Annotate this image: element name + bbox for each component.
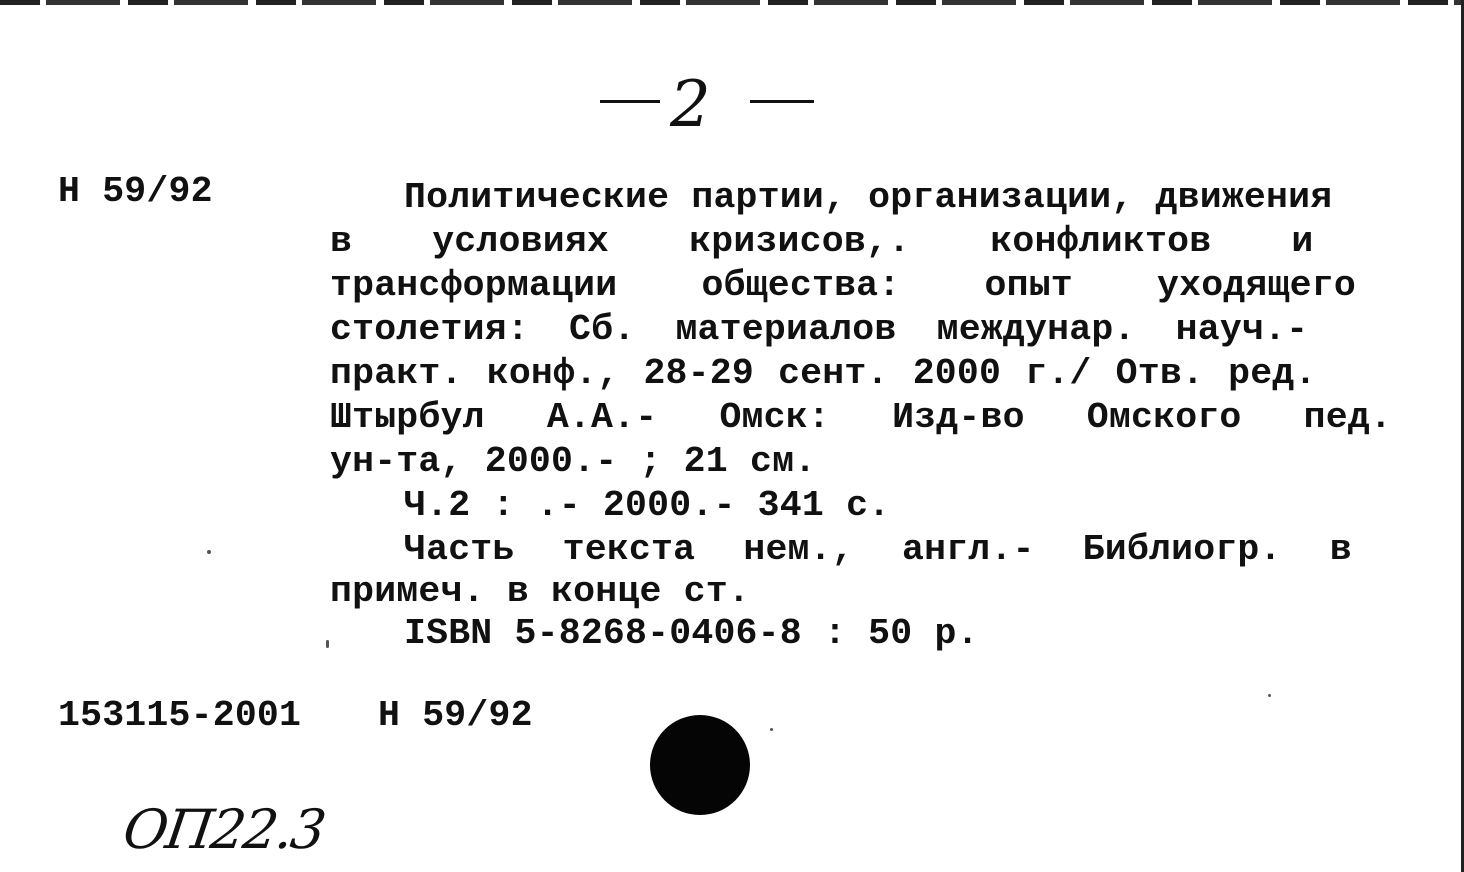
note-line-1: Часть текста нем., англ.- Библиогр. в (404, 529, 1352, 570)
card-top-edge (0, 0, 1464, 5)
page-number-mark (600, 68, 820, 152)
note-line-2: примеч. в конце ст. (330, 571, 750, 612)
description-line-3: трансформации общества: опыт уходящего (330, 265, 1356, 306)
page-number-dash-right (750, 100, 814, 103)
call-number: Н 59/92 (58, 171, 213, 212)
description-line-6: Штырбул А.А.- Омск: Изд-во Омского пед. (330, 397, 1393, 438)
part-line: Ч.2 : .- 2000.- 341 с. (404, 485, 891, 526)
description-line-1: Политические партии, организации, движения (404, 177, 1333, 218)
isbn-line: ISBN 5-8268-0406-8 : 50 р. (404, 613, 979, 654)
description-line-2 (330, 221, 1350, 262)
description-line-7: ун-та, 2000.- ; 21 см. (330, 441, 817, 482)
scan-speck (207, 550, 211, 554)
description-line-2-text: в условиях кризисов,. конфликтов и (330, 221, 1314, 262)
scan-speck (326, 640, 329, 648)
description-line-4: столетия: Сб. материалов междунар. науч.- (330, 309, 1309, 350)
scan-speck (770, 728, 773, 731)
footer-call-number: Н 59/92 (378, 695, 533, 736)
punch-hole (650, 715, 750, 815)
page-number-dash-left (600, 100, 660, 103)
description-line-5: практ. конф., 28-29 сент. 2000 г./ Отв. ред. (330, 353, 1317, 394)
scan-speck (1268, 694, 1271, 697)
handwritten-classification-code: ОП22.3 (119, 798, 329, 861)
page-number-digit: 2 (670, 68, 711, 142)
footer-inventory-number: 153115-2001 (58, 695, 302, 736)
